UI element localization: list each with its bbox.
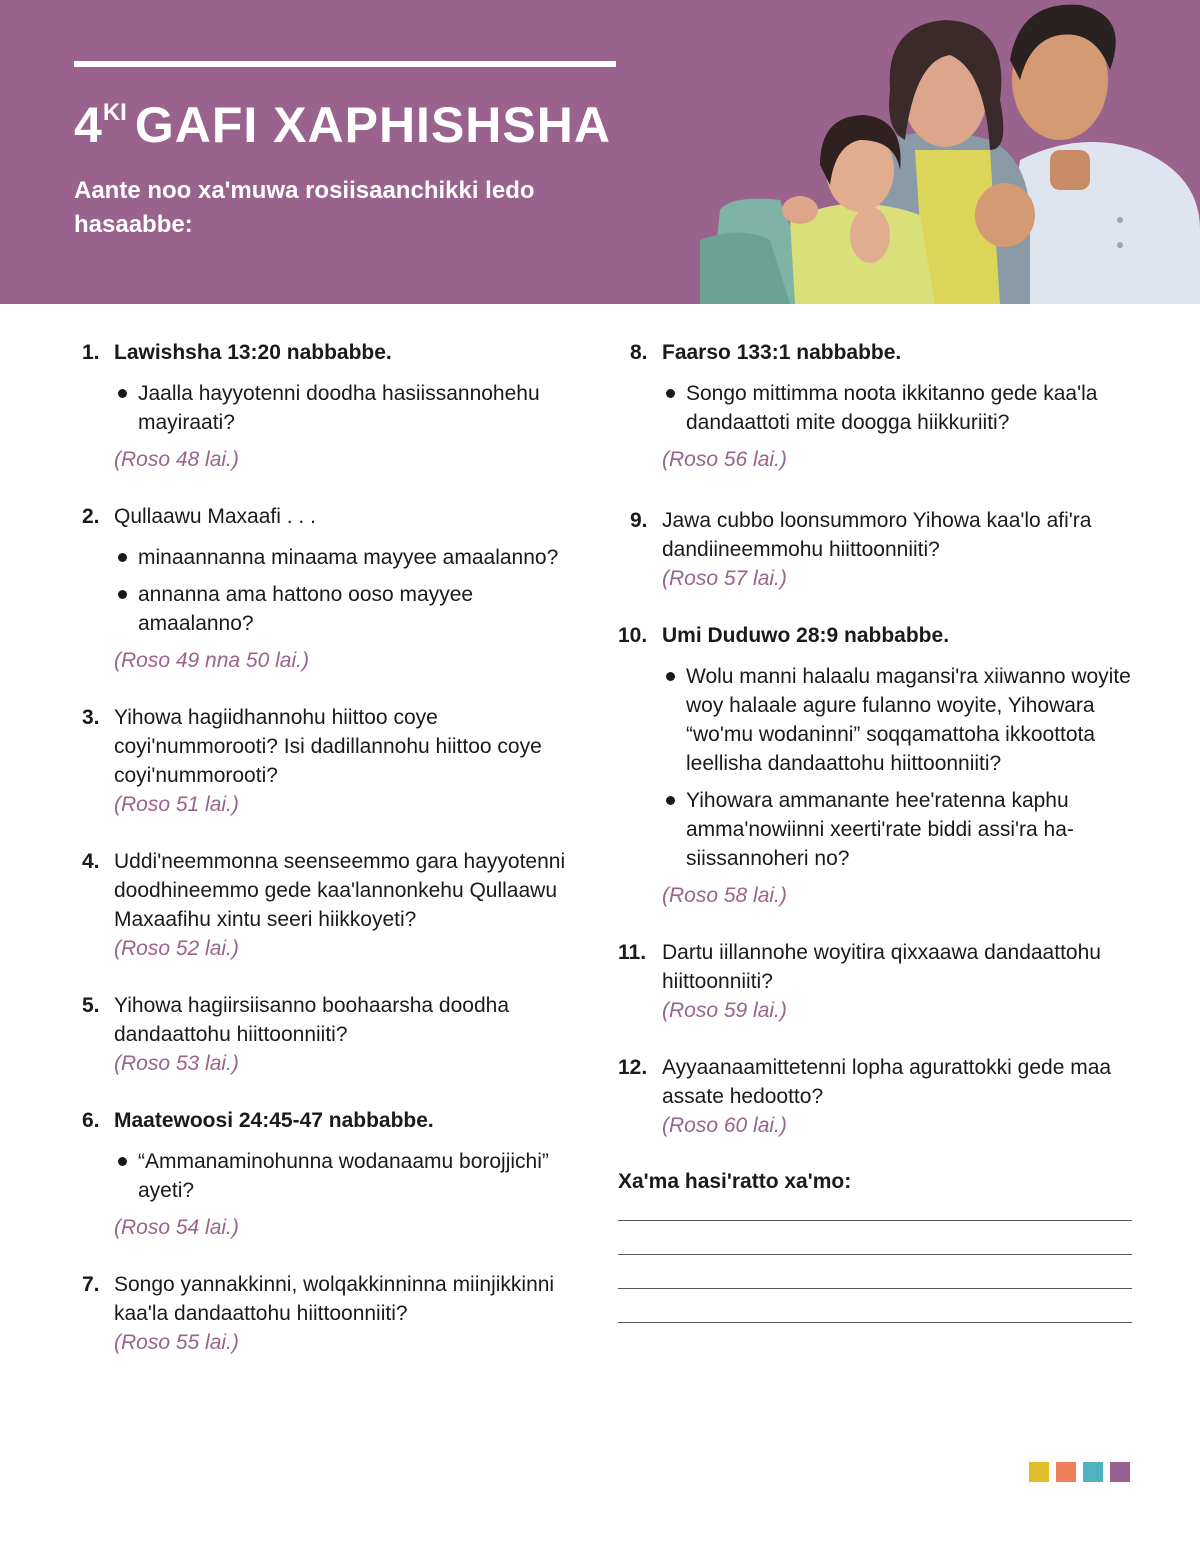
notes-title: Xa'ma hasi'ratto xa'mo: (618, 1170, 852, 1193)
question-lead: Qullaawu Maxaafi . . . (114, 505, 316, 528)
question-number: 2. (82, 505, 100, 528)
question-number: 10. (618, 624, 648, 647)
title-text: GAFI XAPHISHSHA (134, 97, 611, 153)
question-lead: Yihowa hagiidhannohu hiittoo coye coyi'nummorooti? Isi dadillannohu hiittoo coye coyi'nummorooti? (114, 706, 542, 787)
note-line[interactable] (618, 1322, 1132, 1323)
question-item (618, 938, 1138, 1025)
question-bullets (662, 662, 1138, 873)
question-lead: Uddi'neemmonna seenseemmo gara hayyotenni doodhineemmo gede kaa'lannonkehu Qullaawu Maxaafihu xintu seeri hiikkoyeti? (114, 850, 566, 931)
question-number: 9. (630, 509, 648, 532)
question-lead: Lawishsha 13:20 nabbabbe. (114, 341, 392, 364)
question-number: 7. (82, 1273, 100, 1296)
question-bullets (114, 379, 592, 437)
header-banner (0, 0, 1200, 304)
page-reference: (Roso 48 lai.) (114, 448, 239, 471)
swatch-orange (1056, 1462, 1076, 1482)
question-lead: Maatewoosi 24:45-47 nabbabbe. (114, 1109, 434, 1132)
question-item (82, 502, 592, 675)
note-line[interactable] (618, 1220, 1132, 1221)
question-item (82, 338, 592, 474)
question-lead: Yihowa hagiirsiisanno boohaarsha doodha dandaattohu hiittoonniiti? (114, 994, 510, 1046)
question-lead: Songo yannakkinni, wolqakkinninna miinjikkinni kaa'la dandaattohu hiittoonniiti? (114, 1273, 555, 1325)
swatch-teal (1083, 1462, 1103, 1482)
question-lead: Dartu iillannohe woyitira qixxaawa dandaattohu hiittoonniiti? (662, 941, 1101, 993)
question-number: 5. (82, 994, 100, 1017)
question-item (618, 338, 1138, 474)
questions-right-column (618, 338, 1138, 1323)
question-item (82, 1106, 592, 1242)
question-lead: Umi Duduwo 28:9 nabbabbe. (662, 624, 950, 647)
question-item (82, 847, 592, 963)
page-reference: (Roso 51 lai.) (114, 793, 239, 816)
page-reference: (Roso 58 lai.) (662, 884, 787, 907)
question-number: 6. (82, 1109, 100, 1132)
page-reference: (Roso 55 lai.) (114, 1331, 239, 1354)
question-number: 1. (82, 341, 100, 364)
question-item (618, 1053, 1138, 1140)
family-praying-illustration (700, 0, 1200, 304)
page-reference: (Roso 59 lai.) (662, 999, 787, 1022)
question-lead: Ayyaanaamittetenni lopha agurattokki gede maa assate hedootto? (662, 1056, 1112, 1108)
question-bullet: Wolu manni halaalu magansi'ra xiiwanno woyite woy halaale agure fulanno woyite, Yihowara “wo'mu wodaninni” soqqamattoha ikkoottota leellisha dandaattohu hiittoonniiti? (662, 662, 1138, 778)
question-item (82, 991, 592, 1078)
question-number: 8. (630, 341, 648, 364)
page-subtitle: Aante noo xa'muwa rosiisaanchikki ledo hasaabbe: (74, 177, 535, 238)
question-bullet: minaannanna minaama mayyee amaalanno? (114, 543, 592, 572)
page-reference: (Roso 49 nna 50 lai.) (114, 649, 309, 672)
question-bullets (662, 379, 1138, 437)
question-bullet: “Ammanaminohunna wodanaamu borojjichi” ayeti? (114, 1147, 592, 1205)
question-bullets (114, 1147, 592, 1205)
question-number: 4. (82, 850, 100, 873)
color-swatches (1029, 1462, 1130, 1482)
swatch-purple (1110, 1462, 1130, 1482)
title-superscript: KI (102, 99, 127, 126)
questions-left-column (82, 338, 592, 1357)
page-reference: (Roso 52 lai.) (114, 937, 239, 960)
page-reference: (Roso 60 lai.) (662, 1114, 787, 1137)
question-item (618, 621, 1138, 910)
question-lead: Jawa cubbo loonsummoro Yihowa kaa'lo afi'ra dandiineemmohu hiittoonniiti? (662, 509, 1092, 561)
title-number: 4 (74, 97, 103, 153)
question-number: 12. (618, 1056, 648, 1079)
question-bullet: Yihowara ammanante hee'ratenna kaphu amma'nowiinni xeerti'rate biddi assi'ra hasiissannoheri no? (662, 786, 1138, 873)
question-item (82, 1270, 592, 1357)
swatch-yellow (1029, 1462, 1049, 1482)
question-number: 3. (82, 706, 100, 729)
question-item (82, 703, 592, 819)
page-reference: (Roso 54 lai.) (114, 1216, 239, 1239)
question-bullet: Jaalla hayyotenni doodha hasiissannohehu mayiraati? (114, 379, 592, 437)
page-title (74, 96, 611, 154)
page-reference: (Roso 57 lai.) (662, 567, 787, 590)
question-bullet: annanna ama hattono ooso mayyee amaalanno? (114, 580, 592, 638)
question-number: 11. (618, 941, 647, 964)
question-item (618, 506, 1138, 593)
header-rule (74, 61, 616, 67)
question-lead: Faarso 133:1 nabbabbe. (662, 341, 902, 364)
page-reference: (Roso 56 lai.) (662, 448, 787, 471)
page-reference: (Roso 53 lai.) (114, 1052, 239, 1075)
note-line[interactable] (618, 1254, 1132, 1255)
note-line[interactable] (618, 1288, 1132, 1289)
question-bullet: Songo mittimma noota ikkitanno gede kaa'la dandaattoti mite doogga hiikkuriiti? (662, 379, 1138, 437)
question-bullets (114, 543, 592, 638)
